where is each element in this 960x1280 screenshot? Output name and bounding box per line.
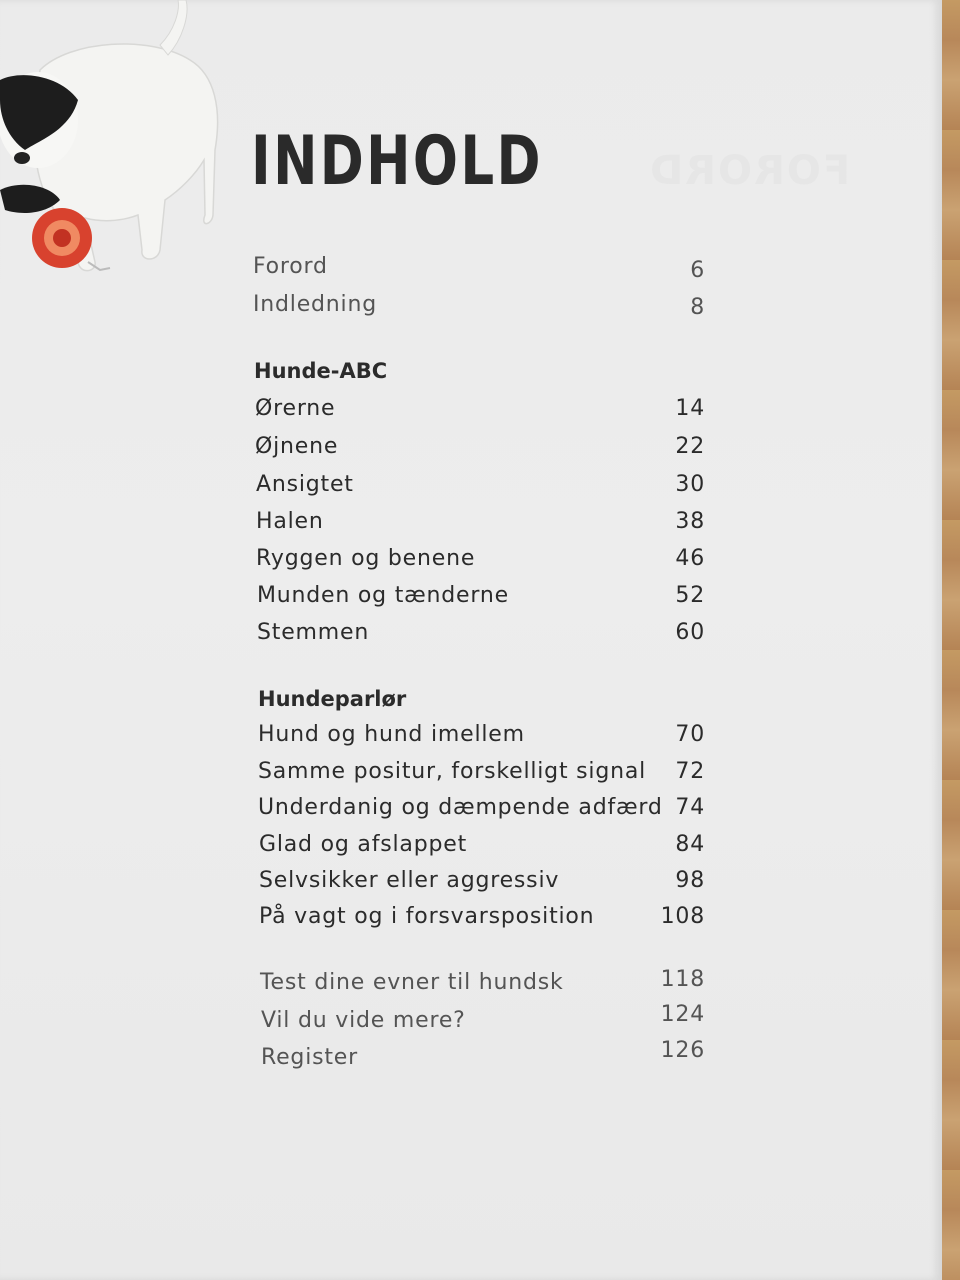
section-heading-hunde-abc: Hunde-ABC (254, 359, 388, 383)
toc-entry-page: 84 (675, 832, 705, 857)
toc-entry-page: 98 (675, 868, 705, 893)
show-through-text: FORORD (648, 148, 851, 194)
toc-entry-page: 6 (690, 258, 705, 283)
toc-entry-page: 118 (660, 967, 705, 992)
toc-entry-label: Øjnene (255, 434, 339, 459)
toc-entry-label: Test dine evner til hundsk (260, 970, 564, 995)
toc-entry-label: Halen (256, 509, 324, 534)
toc-entry-label: Selvsikker eller aggressiv (259, 868, 560, 893)
toc-entry-page: 14 (675, 396, 705, 421)
white-dog-tail (160, 0, 187, 55)
toc-entry-label: Ansigtet (256, 472, 354, 497)
toc-entry-label: Register (261, 1045, 358, 1070)
toc-entry-page: 74 (675, 795, 705, 820)
toc-entry-label: Indledning (253, 292, 377, 317)
toc-entry-label: Ørerne (255, 396, 336, 421)
toc-entry-page: 52 (675, 583, 705, 608)
toc-entry-page: 70 (675, 722, 705, 747)
toc-entry-page: 30 (675, 472, 705, 497)
dogs-illustration (0, 0, 240, 290)
toc-entry-label: Glad og afslappet (259, 832, 467, 857)
toc-entry-page: 108 (660, 904, 705, 929)
toc-entry-label: Vil du vide mere? (261, 1008, 466, 1033)
toc-entry-page: 72 (675, 759, 705, 784)
toc-entry-label: Underdanig og dæmpende adfærd (258, 795, 663, 820)
section-heading-hundeparlor: Hundeparlør (258, 687, 407, 711)
toc-entry-page: 22 (675, 434, 705, 459)
toc-entry-page: 38 (675, 509, 705, 534)
page-title: INDHOLD (251, 122, 543, 201)
toc-entry-label: Samme positur, forskelligt signal (258, 759, 647, 784)
wooden-table-edge (942, 0, 960, 1280)
toc-entry-label: Forord (253, 254, 328, 279)
toc-entry-page: 46 (675, 546, 705, 571)
toc-entry-label: På vagt og i forsvarsposition (259, 904, 595, 929)
toc-entry-label: Stemmen (257, 620, 370, 645)
puppy-nose (14, 152, 30, 164)
toc-entry-page: 124 (660, 1002, 705, 1027)
toc-entry-label: Hund og hund imellem (258, 722, 525, 747)
toc-entry-label: Munden og tænderne (257, 583, 509, 608)
toc-entry-page: 60 (675, 620, 705, 645)
toc-entry-page: 8 (690, 295, 705, 320)
toc-entry-page: 126 (660, 1038, 705, 1063)
toc-entry-label: Ryggen og benene (256, 546, 476, 571)
